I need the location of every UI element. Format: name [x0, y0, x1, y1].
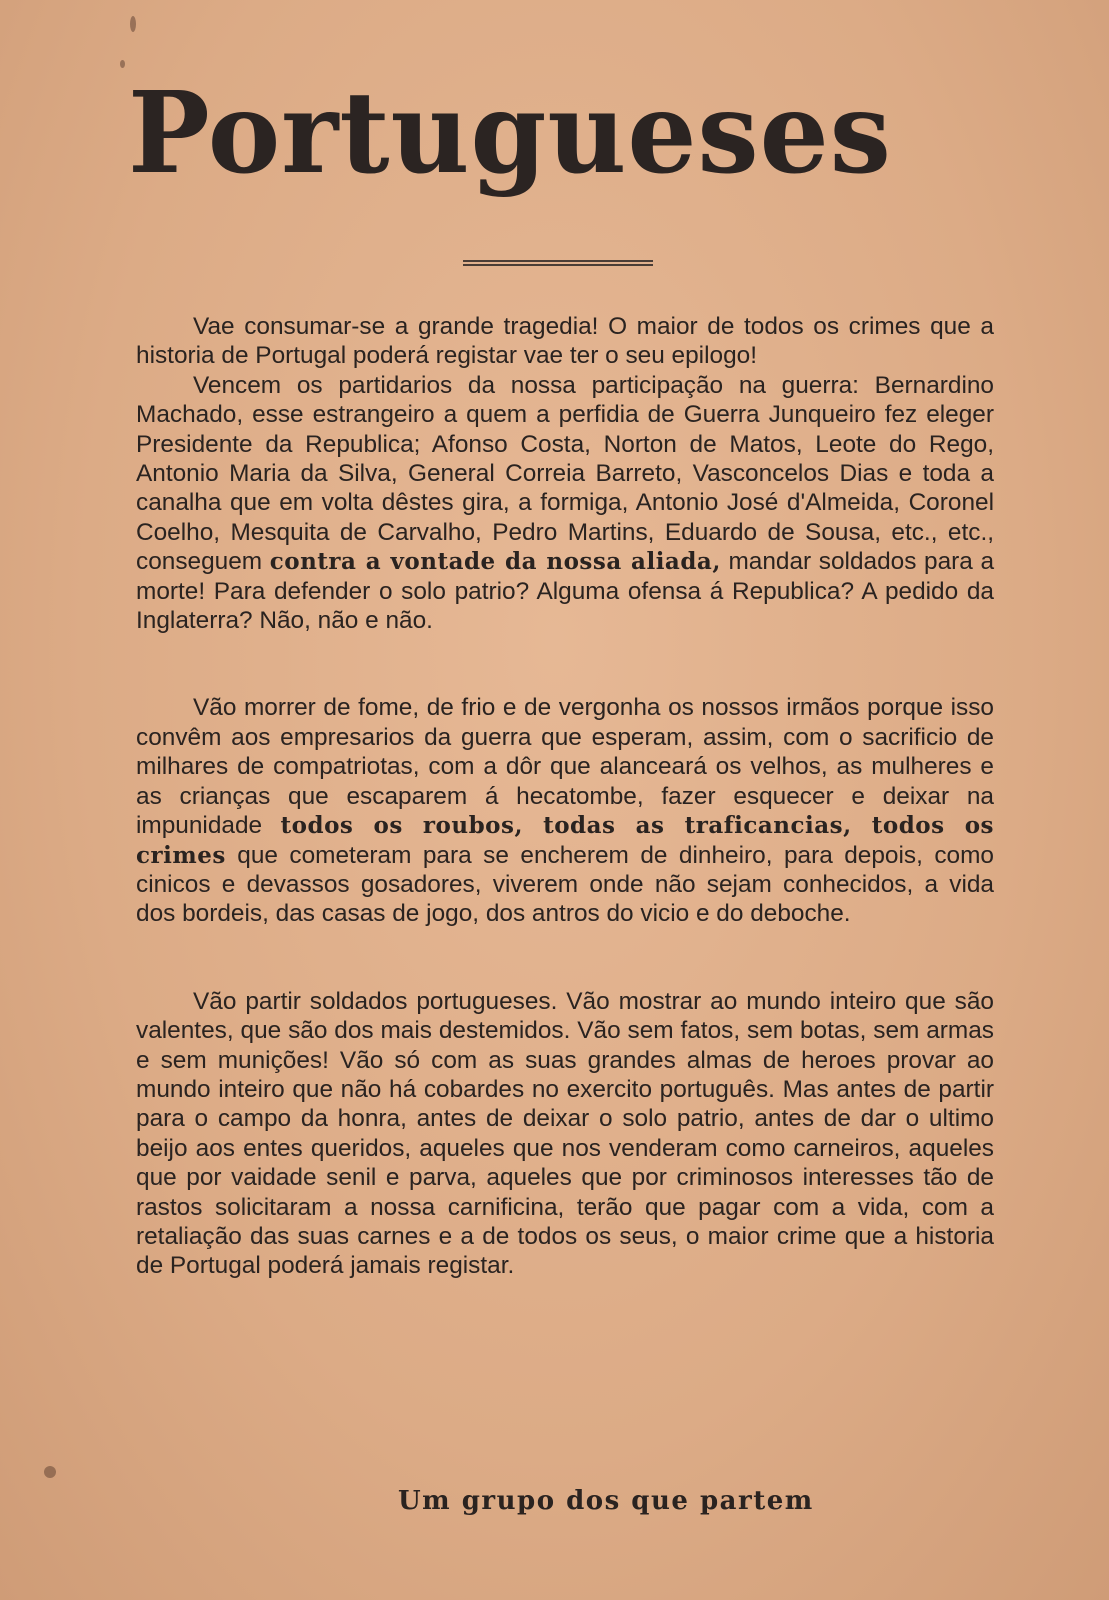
- paragraph-partidarios-text: Vencem os partidarios da nossa participação na guerra: Bernardino Machado, esse estrangeiro a quem a perfidia de Guerra Junqueiro fez eleger Presidente da Republica; Afonso Costa, Norton de Matos, Leote do Rego, Antonio Maria da Silva, General Correia Barreto, Vasconcelos Dias e toda a canalha que em volta dêstes gira, a formiga, Antonio José d'Almeida, Coronel Coelho, Mesquita de Carvalho, Pedro Martins, Eduardo de Sousa, etc., etc., conseguem: [136, 371, 994, 576]
- emphasis-aliada: contra a vontade da nossa aliada,: [269, 548, 721, 576]
- paragraph-partir: Vão partir soldados portugueses. Vão mostrar ao mundo inteiro que são valentes, que são dos mais destemidos. Vão sem fatos, sem botas, sem armas e sem munições! Vão só com as suas grandes almas de heroes provar ao mundo inteiro que não há cobardes no exercito português. Mas antes de partir para o campo da honra, antes de deixar o solo patrio, antes de dar o ultimo beijo aos entes queridos, aqueles que nos venderam como carneiros, aqueles que por vaidade senil e parva, aqueles que por criminosos interesses tão de rastos solicitaram a nossa carnificina, terão que pagar com a vida, com a retaliação das suas carnes e a de todos os seus, o maior crime que a historia de Portugal poderá jamais registar.: [136, 987, 994, 1280]
- paragraph-morrer-text: Vão morrer de fome, de frio e de vergonha os nossos irmãos porque isso convêm aos empresarios da guerra que esperam, assim, com o sacrificio de milhares de compatriotas, com a dôr que alanceará os velhos, as mulheres e as crianças que escaparem á hecatombe, fazer esquecer e deixar na impunidade: [136, 694, 994, 840]
- paragraph-gap: [136, 929, 994, 987]
- paragraph-opening: Vae consumar-se a grande tragedia! O maior de todos os crimes que a historia de Portugal poderá registar vae ter o seu epilogo!: [136, 313, 994, 370]
- poster-title: Portugueses: [128, 68, 892, 199]
- double-rule-divider: [463, 260, 653, 266]
- paragraph-morrer-end: que cometeram para se encherem de dinheiro, para depois, como cinicos e devassos gosadores, viverem onde não sejam conhecidos, a vida dos bordeis, das casas de jogo, dos antros do vicio e do deboche.: [136, 841, 994, 928]
- ink-stain: [44, 1466, 56, 1478]
- ink-stain: [120, 60, 125, 68]
- emphasis-roubos: todos os roubos, todas as traficancias, todos os crimes: [136, 812, 994, 869]
- paragraph-morrer: [136, 693, 994, 928]
- ink-stain: [130, 16, 136, 32]
- paragraph-partidarios-end: mandar soldados para a morte! Para defender o solo patrio? Alguma ofensa á Republica? A pedido da Inglaterra? Não, não e não.: [136, 548, 995, 635]
- signature: Um grupo dos que partem: [398, 1486, 814, 1516]
- poster-body: [136, 312, 994, 1281]
- paragraph-partidarios: [136, 371, 994, 636]
- paragraph-gap: [136, 635, 994, 693]
